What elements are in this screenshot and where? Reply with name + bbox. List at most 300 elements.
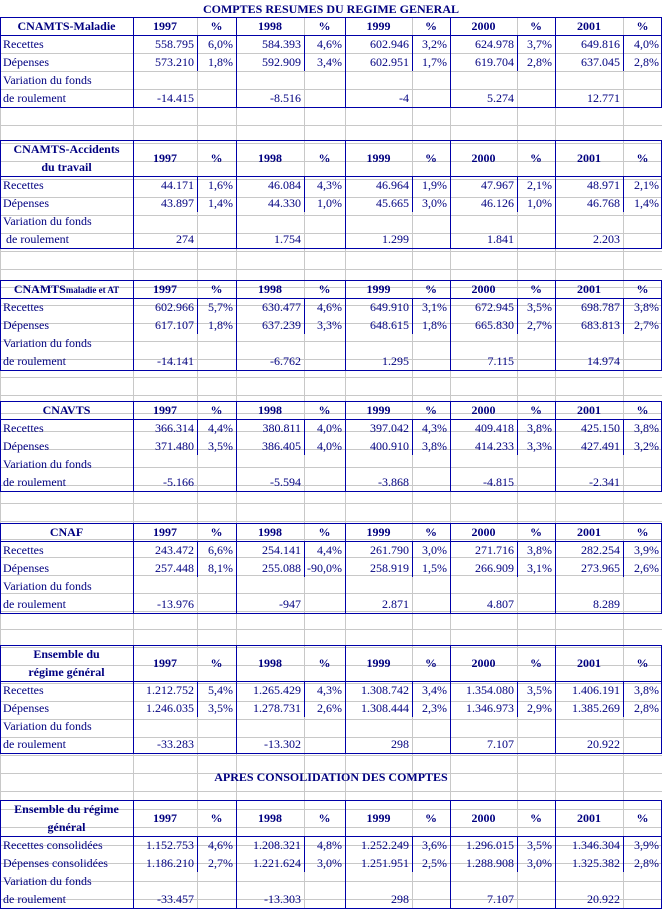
value-cell: 3,0%: [317, 856, 342, 870]
section-title-line: Ensemble du régime: [14, 802, 119, 816]
section-title: [0, 280, 133, 298]
value-cell: 14.974: [587, 354, 620, 368]
value-cell: -4: [399, 91, 409, 105]
value-cell: -6.762: [270, 354, 301, 368]
value-cell: -2.341: [589, 475, 620, 489]
value-cell: 20.922: [587, 892, 620, 906]
value-cell: -14.415: [157, 91, 194, 105]
row-label: Dépenses: [3, 55, 49, 69]
column-header: %: [636, 811, 649, 825]
value-cell: 592.909: [262, 55, 301, 69]
value-cell: 44.330: [268, 196, 301, 210]
row-label: Dépenses: [3, 318, 49, 332]
value-cell: 2,8%: [634, 856, 659, 870]
row-label: Dépenses: [3, 701, 49, 715]
value-cell: 1.308.742: [361, 683, 409, 697]
value-cell: 1,9%: [422, 178, 447, 192]
value-cell: 261.790: [370, 543, 409, 557]
value-cell: 683.813: [581, 318, 620, 332]
value-cell: 3,2%: [634, 439, 659, 453]
column-header: %: [425, 656, 437, 670]
value-cell: 672.945: [475, 300, 514, 314]
column-header: %: [210, 656, 223, 670]
value-cell: 425.150: [581, 421, 620, 435]
column-header: %: [318, 19, 331, 33]
variation-row: [0, 890, 662, 908]
column-header: 2001: [577, 525, 601, 539]
value-cell: 1.221.624: [253, 856, 301, 870]
value-cell: 409.418: [475, 421, 514, 435]
row-label: Recettes: [3, 300, 44, 314]
row-label: Recettes: [3, 421, 44, 435]
value-cell: 46.084: [268, 178, 301, 192]
value-cell: 4,3%: [317, 178, 342, 192]
value-cell: 637.045: [581, 55, 620, 69]
data-row: [0, 437, 662, 455]
value-cell: 8.289: [593, 597, 620, 611]
value-cell: 45.665: [376, 196, 409, 210]
column-header: %: [425, 19, 437, 33]
variation-row: [0, 473, 662, 491]
value-cell: 4,6%: [208, 838, 233, 852]
value-cell: 4,0%: [634, 37, 659, 51]
consolidation-title: APRES CONSOLIDATION DES COMPTES: [214, 770, 448, 784]
section-title-line: général: [47, 820, 86, 834]
value-cell: -13.976: [157, 597, 194, 611]
row-label: Variation du fonds: [3, 73, 92, 87]
value-cell: 2,9%: [527, 701, 552, 715]
value-cell: 3,5%: [527, 683, 552, 697]
column-header: %: [636, 282, 649, 296]
value-cell: 2,1%: [527, 178, 552, 192]
value-cell: 3,4%: [422, 683, 447, 697]
value-cell: 271.716: [475, 543, 514, 557]
row-label: de roulement: [3, 354, 66, 368]
value-cell: 1.295: [382, 354, 409, 368]
column-header: %: [210, 151, 223, 165]
value-cell: 266.909: [475, 561, 514, 575]
variation-row: [0, 577, 662, 595]
section-title-line: Ensemble du: [33, 647, 100, 661]
value-cell: -5.594: [270, 475, 301, 489]
value-cell: 1.354.080: [466, 683, 514, 697]
value-cell: 3,8%: [634, 421, 659, 435]
gridline: [0, 269, 662, 270]
value-cell: 1.754: [274, 232, 301, 246]
value-cell: 2.203: [593, 232, 620, 246]
data-row: [0, 35, 662, 53]
column-header: %: [318, 525, 331, 539]
value-cell: 1.252.249: [361, 838, 409, 852]
value-cell: 1.152.753: [146, 838, 194, 852]
gridline: [0, 395, 662, 396]
value-cell: 46.126: [481, 196, 514, 210]
value-cell: 282.254: [581, 543, 620, 557]
value-cell: 4,3%: [422, 421, 447, 435]
column-header: 1997: [153, 19, 177, 33]
column-header: %: [318, 811, 331, 825]
value-cell: 2,6%: [317, 701, 342, 715]
value-cell: 4,6%: [317, 300, 342, 314]
value-cell: 1.385.269: [572, 701, 620, 715]
value-cell: 2,7%: [527, 318, 552, 332]
value-cell: 6,6%: [208, 543, 233, 557]
value-cell: 1.288.908: [466, 856, 514, 870]
column-header: 1997: [153, 282, 177, 296]
data-row: [0, 681, 662, 699]
value-cell: 4,8%: [317, 838, 342, 852]
value-cell: 3,5%: [527, 838, 552, 852]
data-row: [0, 854, 662, 872]
data-row: [0, 836, 662, 854]
column-header: %: [530, 525, 542, 539]
section-title: [0, 800, 133, 836]
column-header: 2000: [471, 151, 496, 165]
column-header: %: [425, 811, 437, 825]
value-cell: 1.246.035: [146, 701, 194, 715]
section-title-line: du travail: [41, 160, 92, 174]
value-cell: 1,4%: [634, 196, 659, 210]
column-header: %: [210, 403, 223, 417]
column-header: %: [530, 811, 542, 825]
column-header: 2000: [471, 282, 496, 296]
value-cell: 1,4%: [208, 196, 233, 210]
value-cell: 5,7%: [208, 300, 233, 314]
section-title: [0, 140, 133, 176]
row-label: Variation du fonds: [3, 874, 92, 888]
value-cell: 2,3%: [422, 701, 447, 715]
value-cell: 3,7%: [527, 37, 552, 51]
value-cell: 1.346.973: [466, 701, 514, 715]
value-cell: 3,2%: [422, 37, 447, 51]
value-cell: 2,8%: [634, 701, 659, 715]
data-row: [0, 541, 662, 559]
value-cell: 255.088: [262, 561, 301, 575]
value-cell: 5,4%: [208, 683, 233, 697]
row-label: Dépenses: [3, 439, 49, 453]
table-border: [0, 107, 662, 108]
value-cell: 1.299: [382, 232, 409, 246]
column-header: 1999: [366, 403, 391, 417]
row-label: Recettes: [3, 683, 44, 697]
value-cell: 1.265.429: [253, 683, 301, 697]
value-cell: 2,7%: [208, 856, 233, 870]
value-cell: 3,9%: [634, 838, 659, 852]
row-label: de roulement: [3, 475, 66, 489]
value-cell: 4,0%: [317, 439, 342, 453]
value-cell: 617.107: [155, 318, 194, 332]
value-cell: 2,7%: [634, 318, 659, 332]
gridline: [0, 629, 662, 630]
table-border: [0, 370, 662, 371]
value-cell: 3,8%: [527, 421, 552, 435]
value-cell: 3,0%: [422, 543, 447, 557]
data-row: [0, 419, 662, 437]
section-header-row: [0, 17, 662, 35]
section-title: [0, 645, 133, 681]
column-header: %: [425, 403, 437, 417]
value-cell: 20.922: [587, 737, 620, 751]
column-header: 1998: [258, 656, 282, 670]
variation-row: [0, 71, 662, 89]
column-header: 1999: [366, 19, 391, 33]
variation-row: [0, 334, 662, 352]
variation-row: [0, 595, 662, 613]
value-cell: 665.830: [475, 318, 514, 332]
column-header: 2001: [577, 151, 601, 165]
column-header: %: [636, 151, 649, 165]
value-cell: 298: [391, 892, 409, 906]
column-header: 1998: [258, 525, 282, 539]
value-cell: 6,0%: [208, 37, 233, 51]
column-header: %: [636, 403, 649, 417]
variation-row: [0, 212, 662, 230]
row-label: de roulement: [3, 892, 66, 906]
value-cell: 258.919: [370, 561, 409, 575]
value-cell: 2,1%: [634, 178, 659, 192]
column-header: 1997: [153, 525, 177, 539]
variation-row: [0, 89, 662, 107]
value-cell: 46.964: [376, 178, 409, 192]
variation-row: [0, 230, 662, 248]
column-header: 2001: [577, 811, 601, 825]
value-cell: 427.491: [581, 439, 620, 453]
column-header: %: [636, 525, 649, 539]
column-header: 1998: [258, 282, 282, 296]
value-cell: 3,8%: [634, 683, 659, 697]
value-cell: 2,5%: [422, 856, 447, 870]
value-cell: 3,4%: [317, 55, 342, 69]
row-label: de roulement: [3, 737, 66, 751]
variation-row: [0, 717, 662, 735]
table-border: [0, 753, 662, 754]
value-cell: 2.871: [382, 597, 409, 611]
value-cell: 3,8%: [422, 439, 447, 453]
gridline: [0, 251, 662, 252]
section-header-row: [0, 645, 662, 681]
column-header: 2000: [471, 811, 496, 825]
column-header: %: [636, 19, 649, 33]
value-cell: 3,3%: [527, 439, 552, 453]
column-header: 1998: [258, 811, 282, 825]
value-cell: 602.951: [370, 55, 409, 69]
row-label: Variation du fonds: [3, 336, 92, 350]
row-label: Dépenses consolidées: [3, 856, 108, 870]
value-cell: 698.787: [581, 300, 620, 314]
value-cell: 1.308.444: [361, 701, 409, 715]
value-cell: 3,9%: [634, 543, 659, 557]
column-header: 1999: [366, 811, 391, 825]
value-cell: 1.346.304: [572, 838, 620, 852]
value-cell: 47.967: [481, 178, 514, 192]
column-header: %: [425, 282, 437, 296]
section-title: [0, 401, 133, 419]
value-cell: 4,4%: [208, 421, 233, 435]
variation-row: [0, 735, 662, 753]
value-cell: 3,8%: [634, 300, 659, 314]
value-cell: 619.704: [475, 55, 514, 69]
column-header: %: [210, 525, 223, 539]
value-cell: 4,0%: [317, 421, 342, 435]
value-cell: 1.251.951: [361, 856, 409, 870]
value-cell: 649.910: [370, 300, 409, 314]
section-title-line: CNAMTS-Accidents: [13, 142, 120, 156]
gridline: [0, 755, 662, 756]
column-header: 2000: [471, 656, 496, 670]
value-cell: 3,6%: [422, 838, 447, 852]
data-row: [0, 316, 662, 334]
value-cell: 2,6%: [634, 561, 659, 575]
value-cell: -4.815: [483, 475, 514, 489]
column-header: %: [530, 656, 542, 670]
column-header: 2001: [577, 656, 601, 670]
section-header-row: [0, 280, 662, 298]
row-label: Dépenses: [3, 561, 49, 575]
value-cell: 1,8%: [422, 318, 447, 332]
value-cell: 1,0%: [317, 196, 342, 210]
gridline: [0, 503, 662, 504]
value-cell: 3,5%: [208, 701, 233, 715]
value-cell: 1,8%: [208, 55, 233, 69]
variation-row: [0, 352, 662, 370]
value-cell: 2,8%: [527, 55, 552, 69]
value-cell: 4,3%: [317, 683, 342, 697]
value-cell: 48.971: [587, 178, 620, 192]
table-border: [0, 491, 662, 492]
value-cell: -947: [279, 597, 301, 611]
value-cell: -5.166: [163, 475, 194, 489]
column-header: 1999: [366, 656, 391, 670]
value-cell: 257.448: [155, 561, 194, 575]
row-label: Recettes: [3, 37, 44, 51]
value-cell: 648.615: [370, 318, 409, 332]
value-cell: 1,0%: [527, 196, 552, 210]
section-header-row: [0, 523, 662, 541]
value-cell: 1.325.382: [572, 856, 620, 870]
value-cell: 12.771: [587, 91, 620, 105]
value-cell: 43.897: [161, 196, 194, 210]
column-header: 2001: [577, 19, 601, 33]
value-cell: 584.393: [262, 37, 301, 51]
column-header: %: [210, 282, 223, 296]
value-cell: 4,6%: [317, 37, 342, 51]
value-cell: 637.239: [262, 318, 301, 332]
column-header: %: [318, 151, 331, 165]
column-header: 2000: [471, 525, 496, 539]
row-label: de roulement: [3, 91, 66, 105]
value-cell: -33.457: [157, 892, 194, 906]
section-header-row: [0, 800, 662, 836]
value-cell: 602.946: [370, 37, 409, 51]
value-cell: 624.978: [475, 37, 514, 51]
section-title: [0, 17, 133, 35]
value-cell: 243.472: [155, 543, 194, 557]
row-label: Variation du fonds: [3, 579, 92, 593]
variation-row: [0, 455, 662, 473]
column-header: %: [530, 151, 542, 165]
column-header: %: [210, 811, 223, 825]
variation-row: [0, 872, 662, 890]
value-cell: 397.042: [370, 421, 409, 435]
column-header: 2000: [471, 403, 496, 417]
value-cell: 1.296.015: [466, 838, 514, 852]
value-cell: -13.303: [264, 892, 301, 906]
value-cell: 649.816: [581, 37, 620, 51]
data-row: [0, 699, 662, 717]
section-title-line: CNAMTS-Maladie: [17, 19, 116, 33]
value-cell: 254.141: [262, 543, 301, 557]
value-cell: 3,3%: [317, 318, 342, 332]
column-header: 2001: [577, 403, 601, 417]
column-header: 1999: [366, 151, 391, 165]
page-title: COMPTES RESUMES DU REGIME GENERAL: [202, 2, 460, 16]
value-cell: 4.807: [487, 597, 514, 611]
value-cell: 3,1%: [527, 561, 552, 575]
section-title-line: CNAVTS: [42, 403, 91, 417]
gridline: [0, 521, 662, 522]
row-label: Variation du fonds: [3, 457, 92, 471]
value-cell: 3,1%: [422, 300, 447, 314]
section-header-row: [0, 401, 662, 419]
column-header: %: [318, 282, 331, 296]
section-title-part: maladie et AT: [65, 285, 120, 295]
row-label: Recettes: [3, 543, 44, 557]
value-cell: 3,0%: [422, 196, 447, 210]
column-header: 1998: [258, 19, 282, 33]
column-header: %: [318, 403, 331, 417]
value-cell: 3,8%: [527, 543, 552, 557]
value-cell: 2,8%: [634, 55, 659, 69]
value-cell: 3,5%: [208, 439, 233, 453]
data-row: [0, 194, 662, 212]
value-cell: 386.405: [262, 439, 301, 453]
gridline: [0, 125, 662, 126]
value-cell: -90,0%: [307, 561, 342, 575]
value-cell: 273.965: [581, 561, 620, 575]
data-row: [0, 559, 662, 577]
value-cell: 1.841: [487, 232, 514, 246]
value-cell: 1,5%: [422, 561, 447, 575]
value-cell: 7.107: [487, 892, 514, 906]
value-cell: -14.141: [157, 354, 194, 368]
row-label: Variation du fonds: [3, 214, 92, 228]
value-cell: 3,0%: [527, 856, 552, 870]
column-header: 1997: [153, 151, 177, 165]
value-cell: 44.171: [161, 178, 194, 192]
value-cell: 1,7%: [422, 55, 447, 69]
value-cell: 1.212.752: [146, 683, 194, 697]
row-label: Dépenses: [3, 196, 49, 210]
value-cell: 1.186.210: [146, 856, 194, 870]
column-header: %: [210, 19, 223, 33]
column-header: 1997: [153, 403, 177, 417]
value-cell: 1,8%: [208, 318, 233, 332]
value-cell: 4,4%: [317, 543, 342, 557]
row-label: Recettes consolidées: [3, 838, 103, 852]
row-label: de roulement: [3, 597, 66, 611]
data-row: [0, 53, 662, 71]
column-header: 2001: [577, 282, 601, 296]
value-cell: 7.107: [487, 737, 514, 751]
row-label: Recettes: [3, 178, 44, 192]
value-cell: 400.910: [370, 439, 409, 453]
value-cell: -3.868: [378, 475, 409, 489]
section-title-line: CNAF: [49, 525, 84, 539]
value-cell: 380.811: [262, 421, 301, 435]
column-header: %: [425, 151, 437, 165]
table-border: [0, 613, 662, 614]
value-cell: 3,5%: [527, 300, 552, 314]
